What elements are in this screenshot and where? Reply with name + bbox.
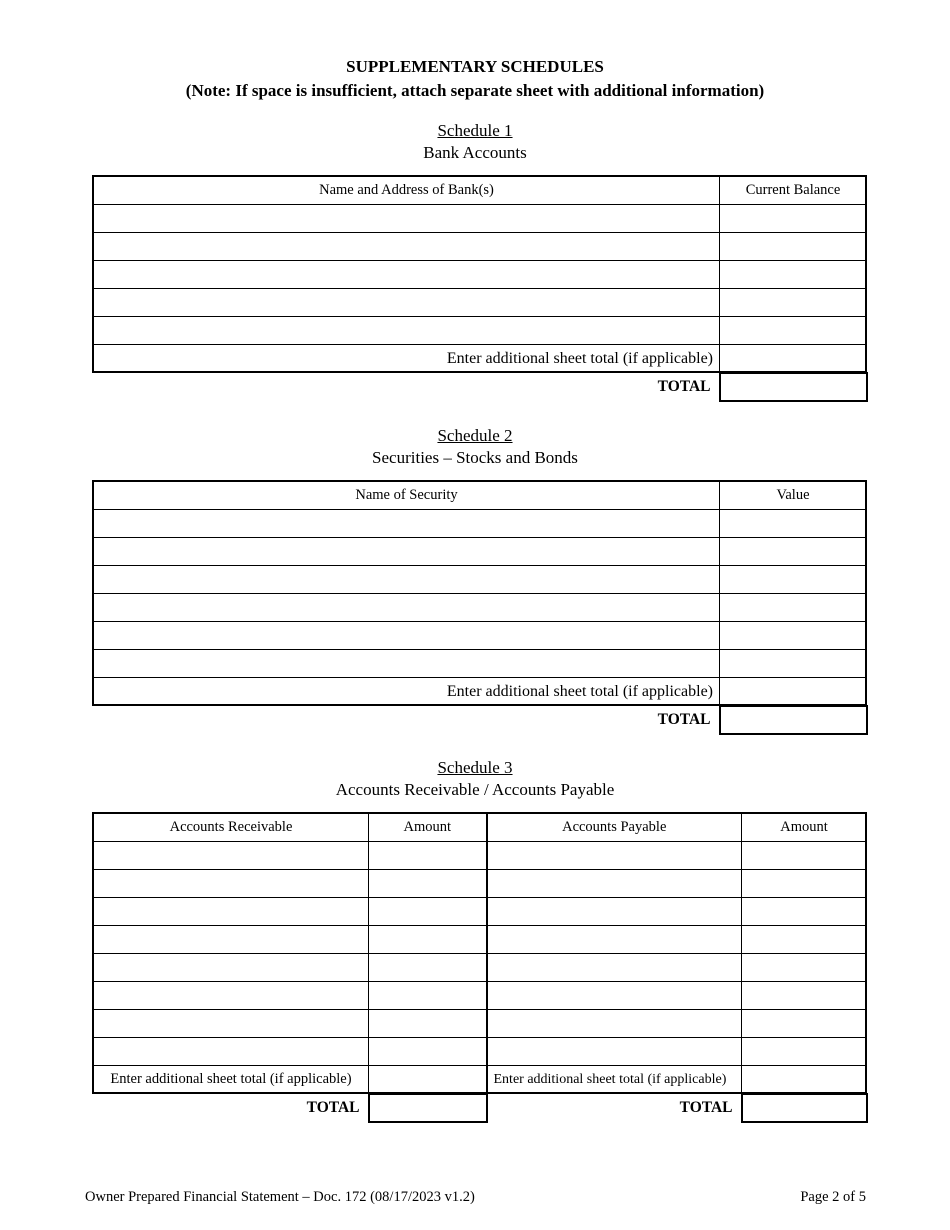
ap-name-cell[interactable] [487, 926, 742, 954]
schedule2-total-input[interactable] [720, 706, 867, 734]
schedule3-ap-additional-label: Enter additional sheet total (if applicable) [487, 1066, 742, 1094]
schedule1-name: Bank Accounts [423, 143, 527, 162]
table-row [94, 622, 867, 650]
table-row [94, 594, 867, 622]
table-row [94, 317, 867, 345]
ar-name-cell[interactable] [94, 954, 369, 982]
security-value-cell[interactable] [720, 622, 867, 650]
bank-name-cell[interactable] [94, 261, 720, 289]
table-row [94, 205, 867, 233]
ar-amount-cell[interactable] [369, 842, 487, 870]
ap-name-cell[interactable] [487, 898, 742, 926]
table-row [94, 233, 867, 261]
table-row [94, 954, 867, 982]
security-value-cell[interactable] [720, 594, 867, 622]
schedule3-ar-additional-input[interactable] [369, 1066, 487, 1094]
ap-name-cell[interactable] [487, 1010, 742, 1038]
schedule3-ap-additional-input[interactable] [742, 1066, 867, 1094]
schedule3-number: Schedule 3 [437, 758, 513, 777]
ap-amount-cell[interactable] [742, 1038, 867, 1066]
ap-name-cell[interactable] [487, 982, 742, 1010]
schedule1-number: Schedule 1 [437, 121, 513, 140]
ar-amount-cell[interactable] [369, 1010, 487, 1038]
table-row [94, 289, 867, 317]
ap-name-cell[interactable] [487, 1038, 742, 1066]
ap-amount-cell[interactable] [742, 870, 867, 898]
schedule3-col-ap-amount: Amount [742, 814, 867, 842]
ar-amount-cell[interactable] [369, 926, 487, 954]
schedule2-additional-label: Enter additional sheet total (if applicable) [94, 678, 720, 706]
ap-amount-cell[interactable] [742, 954, 867, 982]
schedule2-additional-input[interactable] [720, 678, 867, 706]
ar-name-cell[interactable] [94, 870, 369, 898]
table-row [94, 538, 867, 566]
footer-page-number: Page 2 of 5 [800, 1189, 866, 1205]
bank-balance-cell[interactable] [720, 261, 867, 289]
table-row [94, 510, 867, 538]
table-row [94, 650, 867, 678]
ar-amount-cell[interactable] [369, 898, 487, 926]
schedule3-col-ap: Accounts Payable [487, 814, 742, 842]
schedule2-number: Schedule 2 [437, 426, 513, 445]
schedule3-name: Accounts Receivable / Accounts Payable [335, 780, 615, 799]
ar-name-cell[interactable] [94, 842, 369, 870]
bank-balance-cell[interactable] [720, 205, 867, 233]
schedule3-ap-total-input[interactable] [742, 1094, 867, 1122]
schedule1-additional-label: Enter additional sheet total (if applicable) [94, 345, 720, 373]
schedule2-total-label: TOTAL [657, 710, 711, 728]
ap-amount-cell[interactable] [742, 1010, 867, 1038]
schedule2-col-value: Value [720, 482, 867, 510]
bank-name-cell[interactable] [94, 205, 720, 233]
table-row [94, 898, 867, 926]
schedule3-table [93, 813, 868, 1123]
table-row [94, 566, 867, 594]
security-name-cell[interactable] [94, 538, 720, 566]
security-name-cell[interactable] [94, 566, 720, 594]
schedule3-ap-total-label: TOTAL [679, 1098, 733, 1116]
ar-amount-cell[interactable] [369, 982, 487, 1010]
security-value-cell[interactable] [720, 538, 867, 566]
ap-amount-cell[interactable] [742, 898, 867, 926]
schedule2-col-name: Name of Security [94, 482, 720, 510]
schedule1-additional-input[interactable] [720, 345, 867, 373]
ar-name-cell[interactable] [94, 982, 369, 1010]
ap-name-cell[interactable] [487, 870, 742, 898]
page-note: (Note: If space is insufficient, attach separate sheet with additional information) [185, 81, 765, 100]
table-row [94, 1010, 867, 1038]
ar-amount-cell[interactable] [369, 954, 487, 982]
ar-amount-cell[interactable] [369, 870, 487, 898]
bank-balance-cell[interactable] [720, 289, 867, 317]
security-value-cell[interactable] [720, 650, 867, 678]
schedule1-table [93, 176, 868, 402]
schedule3-col-ar-amount: Amount [369, 814, 487, 842]
schedule3-ar-total-input[interactable] [369, 1094, 487, 1122]
table-row [94, 842, 867, 870]
table-row [94, 261, 867, 289]
schedule2-name: Securities – Stocks and Bonds [372, 448, 578, 467]
bank-balance-cell[interactable] [720, 317, 867, 345]
ar-name-cell[interactable] [94, 1010, 369, 1038]
ap-name-cell[interactable] [487, 954, 742, 982]
ar-amount-cell[interactable] [369, 1038, 487, 1066]
page-title: SUPPLEMENTARY SCHEDULES [346, 57, 604, 76]
schedule1-total-input[interactable] [720, 373, 867, 401]
table-row [94, 870, 867, 898]
table-row [94, 1038, 867, 1066]
table-row [94, 982, 867, 1010]
footer-document: Owner Prepared Financial Statement – Doc. 172 (08/17/2023 v1.2) [85, 1189, 475, 1205]
schedule3-col-ar: Accounts Receivable [94, 814, 369, 842]
table-row [94, 926, 867, 954]
ar-name-cell[interactable] [94, 898, 369, 926]
bank-name-cell[interactable] [94, 233, 720, 261]
ap-amount-cell[interactable] [742, 982, 867, 1010]
bank-balance-cell[interactable] [720, 233, 867, 261]
security-name-cell[interactable] [94, 594, 720, 622]
schedule1-col-name: Name and Address of Bank(s) [94, 177, 720, 205]
bank-name-cell[interactable] [94, 289, 720, 317]
security-value-cell[interactable] [720, 566, 867, 594]
security-name-cell[interactable] [94, 650, 720, 678]
schedule3-ar-total-label: TOTAL [306, 1098, 360, 1116]
security-name-cell[interactable] [94, 510, 720, 538]
security-name-cell[interactable] [94, 622, 720, 650]
ap-name-cell[interactable] [487, 842, 742, 870]
schedule3-ar-additional-label: Enter additional sheet total (if applicable) [94, 1066, 369, 1094]
ar-name-cell[interactable] [94, 1038, 369, 1066]
bank-name-cell[interactable] [94, 317, 720, 345]
ap-amount-cell[interactable] [742, 926, 867, 954]
schedule2-table [93, 481, 868, 735]
ap-amount-cell[interactable] [742, 842, 867, 870]
schedule1-col-value: Current Balance [720, 177, 867, 205]
security-value-cell[interactable] [720, 510, 867, 538]
ar-name-cell[interactable] [94, 926, 369, 954]
schedule1-total-label: TOTAL [657, 377, 711, 395]
